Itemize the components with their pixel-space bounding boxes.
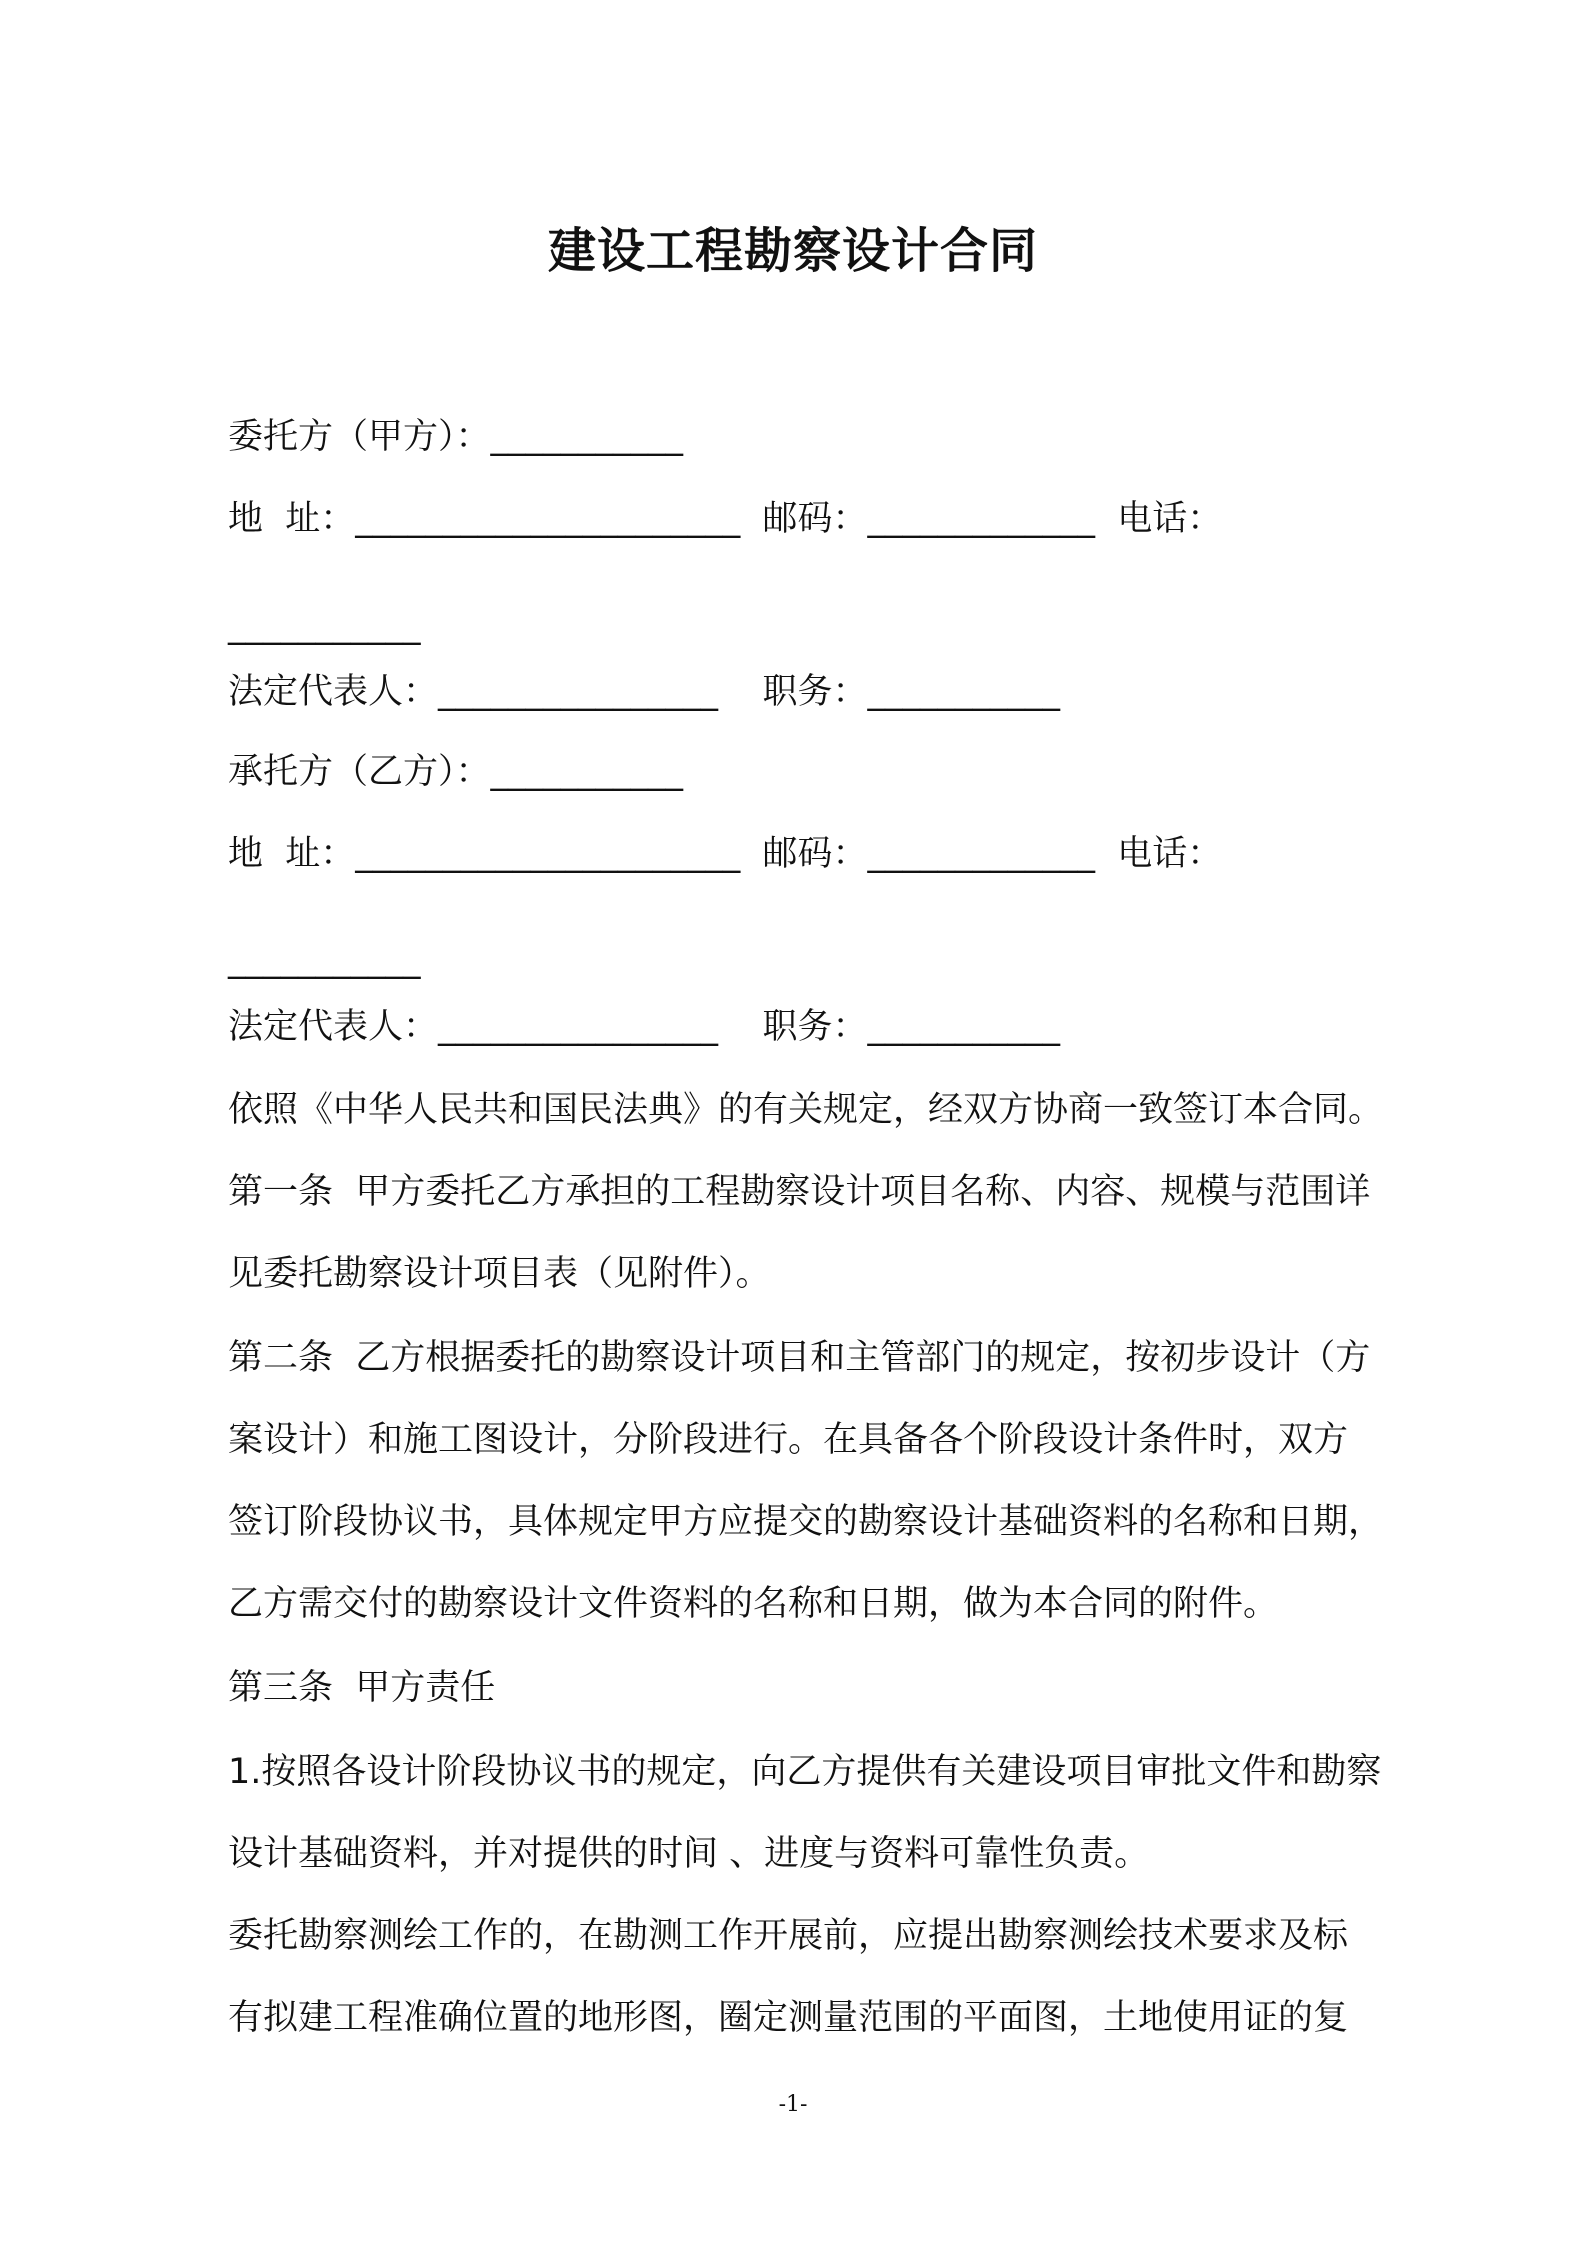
article-3-para-line-2: 有拟建工程准确位置的地形图，圈定测量范围的平面图，土地使用证的复 (228, 1998, 1349, 2038)
party-b-address-line: 地 址：______________________ 邮码：_____________ 电话： (228, 834, 1223, 874)
document-title: 建设工程勘察设计合同 (547, 223, 1038, 279)
party-b-line: 承托方（乙方）：___________ (228, 752, 684, 792)
article-1-line-1: 第一条 甲方委托乙方承担的工程勘察设计项目名称、内容、规模与范围详 (228, 1172, 1371, 1212)
party-b-representative-line: 法定代表人：________________ 职务：___________ (228, 1007, 1061, 1047)
article-2-line-4: 乙方需交付的勘察设计文件资料的名称和日期，做为本合同的附件。 (228, 1584, 1279, 1624)
party-a-line: 委托方（甲方）：___________ (228, 417, 684, 457)
party-b-phone-blank: ___________ (228, 940, 421, 980)
article-3-item-1-line-2: 设计基础资料，并对提供的时间 、进度与资料可靠性负责。 (228, 1834, 1150, 1874)
article-3-heading: 第三条 甲方责任 (228, 1668, 496, 1708)
article-3-item-1-line-1: 1.按照各设计阶段协议书的规定，向乙方提供有关建设项目审批文件和勘察 (228, 1752, 1382, 1792)
article-2-line-1: 第二条 乙方根据委托的勘察设计项目和主管部门的规定，按初步设计（方 (228, 1338, 1371, 1378)
article-3-para-line-1: 委托勘察测绘工作的，在勘测工作开展前，应提出勘察测绘技术要求及标 (228, 1916, 1349, 1956)
page-number: -1- (778, 2092, 808, 2117)
party-a-phone-blank: ___________ (228, 606, 421, 646)
article-2-line-2: 案设计）和施工图设计，分阶段进行。在具备各个阶段设计条件时，双方 (228, 1420, 1349, 1460)
party-a-representative-line: 法定代表人：________________ 职务：___________ (228, 672, 1061, 712)
article-1-line-2: 见委托勘察设计项目表（见附件）。 (228, 1254, 771, 1294)
article-2-line-3: 签订阶段协议书，具体规定甲方应提交的勘察设计基础资料的名称和日期， (228, 1502, 1384, 1542)
preamble-text: 依照《中华人民共和国民法典》的有关规定，经双方协商一致签订本合同。 (228, 1090, 1384, 1130)
party-a-address-line: 地 址：______________________ 邮码：_____________ 电话： (228, 499, 1223, 539)
